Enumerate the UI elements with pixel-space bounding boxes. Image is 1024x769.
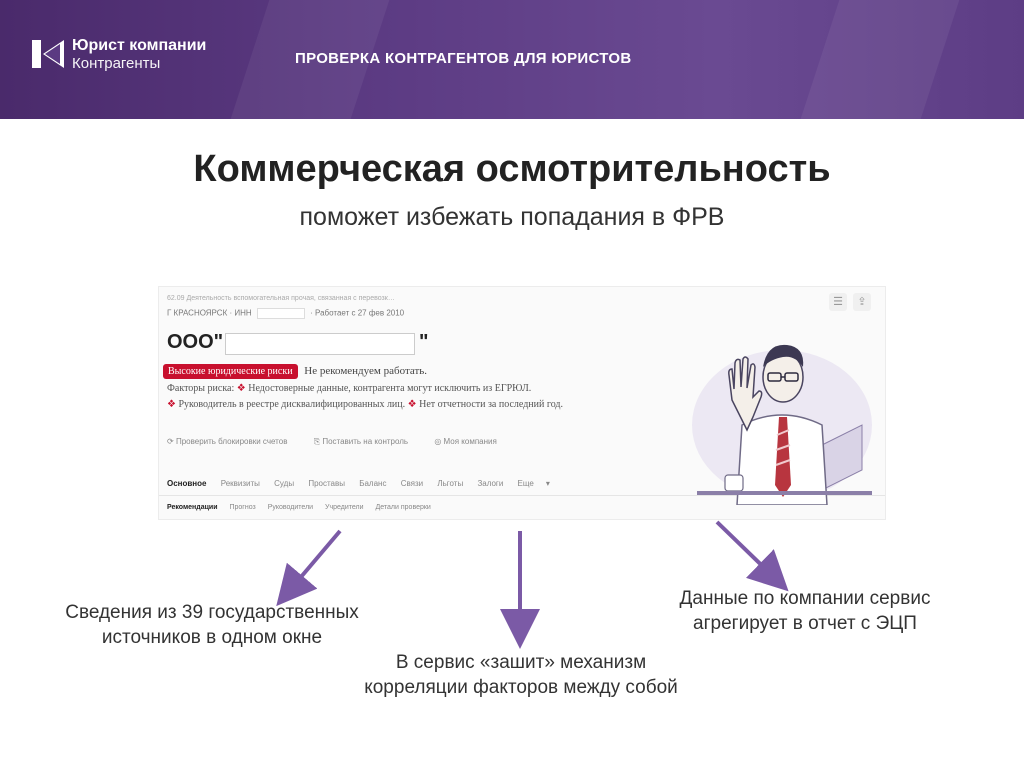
tab-links[interactable]: Связи	[400, 479, 424, 488]
stop-gesture-man-illustration	[687, 305, 877, 505]
company-name-suffix: "	[419, 331, 429, 353]
banner-title: ПРОВЕРКА КОНТРАГЕНТОВ ДЛЯ ЮРИСТОВ	[295, 50, 632, 67]
page-subtitle: поможет избежать попадания в ФРВ	[299, 203, 725, 231]
company-logo-icon	[30, 36, 66, 72]
my-company-label: Моя компания	[443, 437, 497, 446]
chevron-down-icon: ▾	[545, 479, 550, 488]
caption-correlation: В сервис «зашит» механизм корреляции факторов между собой	[364, 652, 678, 698]
warning-diamond-icon: ❖	[167, 399, 176, 410]
quick-actions	[167, 437, 521, 447]
company-name-field	[225, 333, 415, 355]
risk-badge: Высокие юридические риски	[163, 364, 298, 379]
factors-label: Факторы риска:	[167, 383, 235, 394]
works-since: Работает с 27 фев 2010	[315, 308, 405, 318]
warning-diamond-icon: ❖	[236, 383, 246, 394]
tab-pledges[interactable]: Залоги	[477, 479, 504, 488]
tab-benefits[interactable]: Льготы	[437, 479, 464, 488]
subtab-managers[interactable]: Руководители	[267, 504, 314, 511]
filter-icon[interactable]: ☰	[829, 293, 847, 311]
subtab-details[interactable]: Детали проверки	[375, 504, 431, 511]
factor-item: Недостоверные данные, контрагента могут исключить из ЕГРЮЛ.	[248, 383, 532, 394]
header-banner	[0, 0, 1024, 119]
okved-line: 62.09 Деятельность вспомогательная прочая, связанная с перевозк…	[167, 295, 395, 302]
brand-name	[72, 37, 206, 73]
tab-requisites[interactable]: Реквизиты	[220, 479, 260, 488]
brand-line-2: Контрагенты	[72, 55, 161, 72]
subtab-recommendations[interactable]: Рекомендации	[167, 504, 218, 511]
caption-sources: Сведения из 39 государственных источников в одном окне	[65, 602, 359, 648]
caption-report: Данные по компании сервис агрегирует в отчет с ЭЦП	[679, 588, 931, 634]
main-tabs	[167, 479, 562, 488]
subtab-founders[interactable]: Учредители	[325, 504, 364, 511]
tab-balance[interactable]: Баланс	[359, 479, 387, 488]
monitor-label: Поставить на контроль	[322, 437, 409, 446]
inn-value-box	[257, 308, 305, 319]
inn-label: ИНН	[234, 308, 252, 318]
factor-item: Руководитель в реестре дисквалифицированных лиц.	[178, 399, 406, 410]
sub-tabs	[167, 504, 441, 511]
tab-main[interactable]: Основное	[167, 479, 207, 488]
risk-factors	[167, 381, 647, 413]
warning-diamond-icon: ❖	[407, 399, 417, 410]
check-accounts-button[interactable]: ⟳ Проверить блокировки счетов	[167, 437, 288, 446]
tab-courts[interactable]: Суды	[274, 479, 295, 488]
company-meta: Г КРАСНОЯРСК · ИНН · Работает с 27 фев 2010	[167, 308, 405, 318]
monitor-button[interactable]: ⎘ Поставить на контроль	[313, 437, 409, 446]
risk-row	[163, 364, 427, 379]
arrow-right	[717, 522, 780, 583]
risk-note: Не рекомендуем работать.	[304, 365, 428, 377]
tab-checks[interactable]: Проставы	[308, 479, 345, 488]
factor-item: Нет отчетности за последний год.	[419, 399, 563, 410]
company-name-prefix: ООО"	[167, 331, 224, 353]
tab-more[interactable]: Еще	[517, 479, 534, 488]
page-title: Коммерческая осмотрительность	[193, 148, 831, 190]
city-label: Г КРАСНОЯРСК	[167, 308, 228, 318]
arrow-left	[284, 531, 340, 597]
service-screenshot	[158, 286, 886, 520]
my-company-button[interactable]: ◎ Моя компания	[434, 437, 497, 446]
brand-line-1: Юрист компании	[72, 37, 207, 54]
share-icon[interactable]: ⇪	[853, 293, 871, 311]
check-accounts-label: Проверить блокировки счетов	[175, 437, 288, 446]
subtab-forecast[interactable]: Прогноз	[229, 504, 256, 511]
